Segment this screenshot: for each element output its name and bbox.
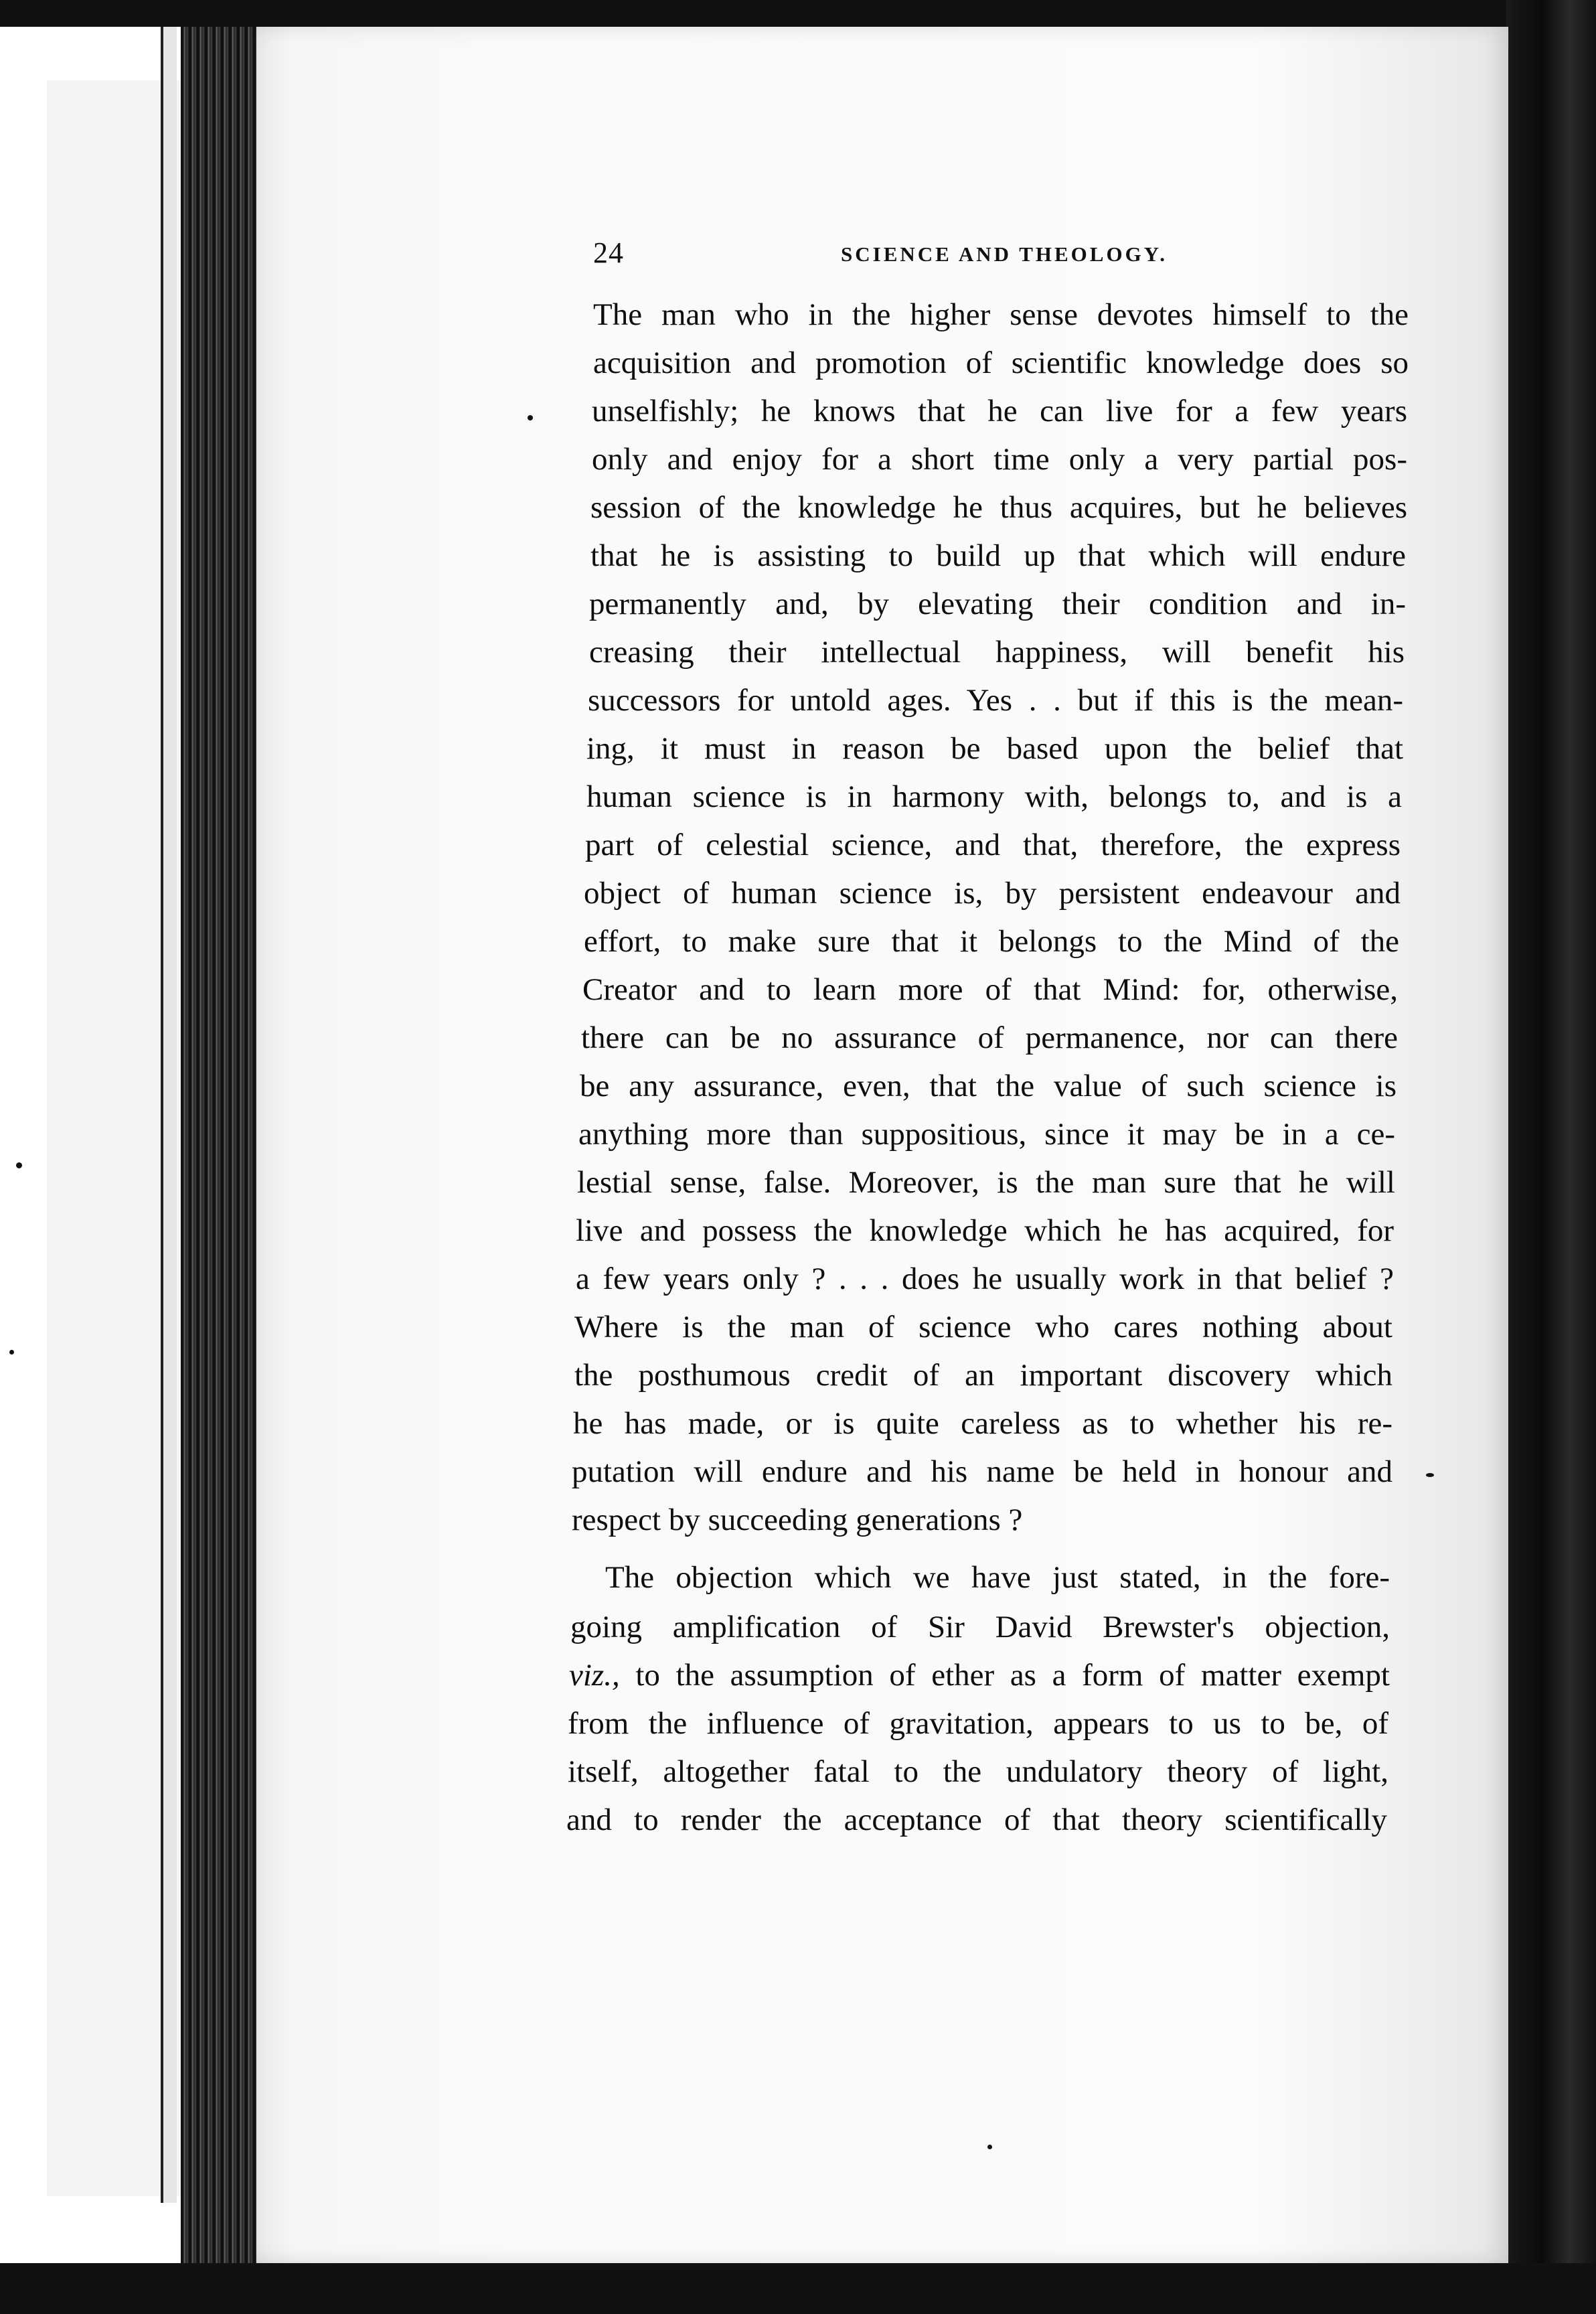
text-line: human science is in harmony with, belongs to, and is a	[586, 779, 1402, 814]
text-line: the posthumous credit of an important discovery which	[574, 1358, 1392, 1393]
text-line: The man who in the higher sense devotes himself to the	[593, 297, 1409, 332]
text-line: putation will endure and his name be held in honour and	[572, 1454, 1392, 1489]
running-head: SCIENCE AND THEOLOGY.	[841, 242, 1168, 266]
text-line: The objection which we have just stated, in the fore-	[605, 1560, 1390, 1595]
scan-speck	[9, 1350, 14, 1355]
text-line: going amplification of Sir David Brewster's objection,	[570, 1610, 1390, 1644]
text-line: part of celestial science, and that, therefore, the express	[585, 828, 1401, 862]
text-line: viz., to the assumption of ether as a form of matter exempt	[569, 1658, 1390, 1693]
scan-speck	[1426, 1473, 1434, 1477]
text-line: ing, it must in reason be based upon the belief that	[586, 731, 1403, 766]
text-line: lestial sense, false. Moreover, is the man sure that he will	[577, 1165, 1395, 1200]
text-line: Where is the man of science who cares nothing about	[574, 1310, 1392, 1344]
text-line: he has made, or is quite careless as to whether his re-	[573, 1406, 1392, 1441]
text-line: session of the knowledge he thus acquires, but he believes	[590, 490, 1407, 525]
page-number: 24	[593, 236, 624, 269]
text-line: respect by succeeding generations ?	[572, 1502, 1023, 1537]
text-line: that he is assisting to build up that which will endure	[590, 538, 1406, 573]
text-line: a few years only ? . . . does he usually work in that belief ?	[576, 1261, 1394, 1296]
text-line: permanently and, by elevating their condition and in-	[589, 587, 1406, 621]
text-line: live and possess the knowledge which he has acquired, for	[576, 1213, 1394, 1248]
scan-speck	[528, 415, 533, 420]
text-line: effort, to make sure that it belongs to the Mind of the	[584, 924, 1399, 959]
text-line: be any assurance, even, that the value of such science is	[580, 1069, 1396, 1103]
text-line: Creator and to learn more of that Mind: for, otherwise,	[582, 972, 1398, 1007]
italic-abbreviation: viz.,	[569, 1658, 620, 1693]
text-line: itself, altogether fatal to the undulatory theory of light,	[568, 1754, 1388, 1789]
text-line: successors for untold ages. Yes . . but if this is the mean-	[588, 683, 1403, 718]
scan-speck	[16, 1162, 22, 1168]
text-line: creasing their intellectual happiness, will benefit his	[589, 635, 1405, 670]
text-line: anything more than suppositious, since it may be in a ce-	[578, 1117, 1395, 1152]
scan-speck	[987, 2145, 992, 2149]
text-line: there can be no assurance of permanence, nor can there	[581, 1020, 1398, 1055]
text-line: acquisition and promotion of scientific knowledge does so	[593, 345, 1409, 380]
text-line: and to render the acceptance of that theory scientifically	[566, 1802, 1387, 1837]
text-line: object of human science is, by persistent endeavour and	[584, 876, 1401, 911]
text-line: only and enjoy for a short time only a very partial pos-	[592, 442, 1407, 477]
text-line: from the influence of gravitation, appears to us to be, of	[568, 1706, 1388, 1741]
text-line: unselfishly; he knows that he can live for a few years	[592, 394, 1407, 429]
